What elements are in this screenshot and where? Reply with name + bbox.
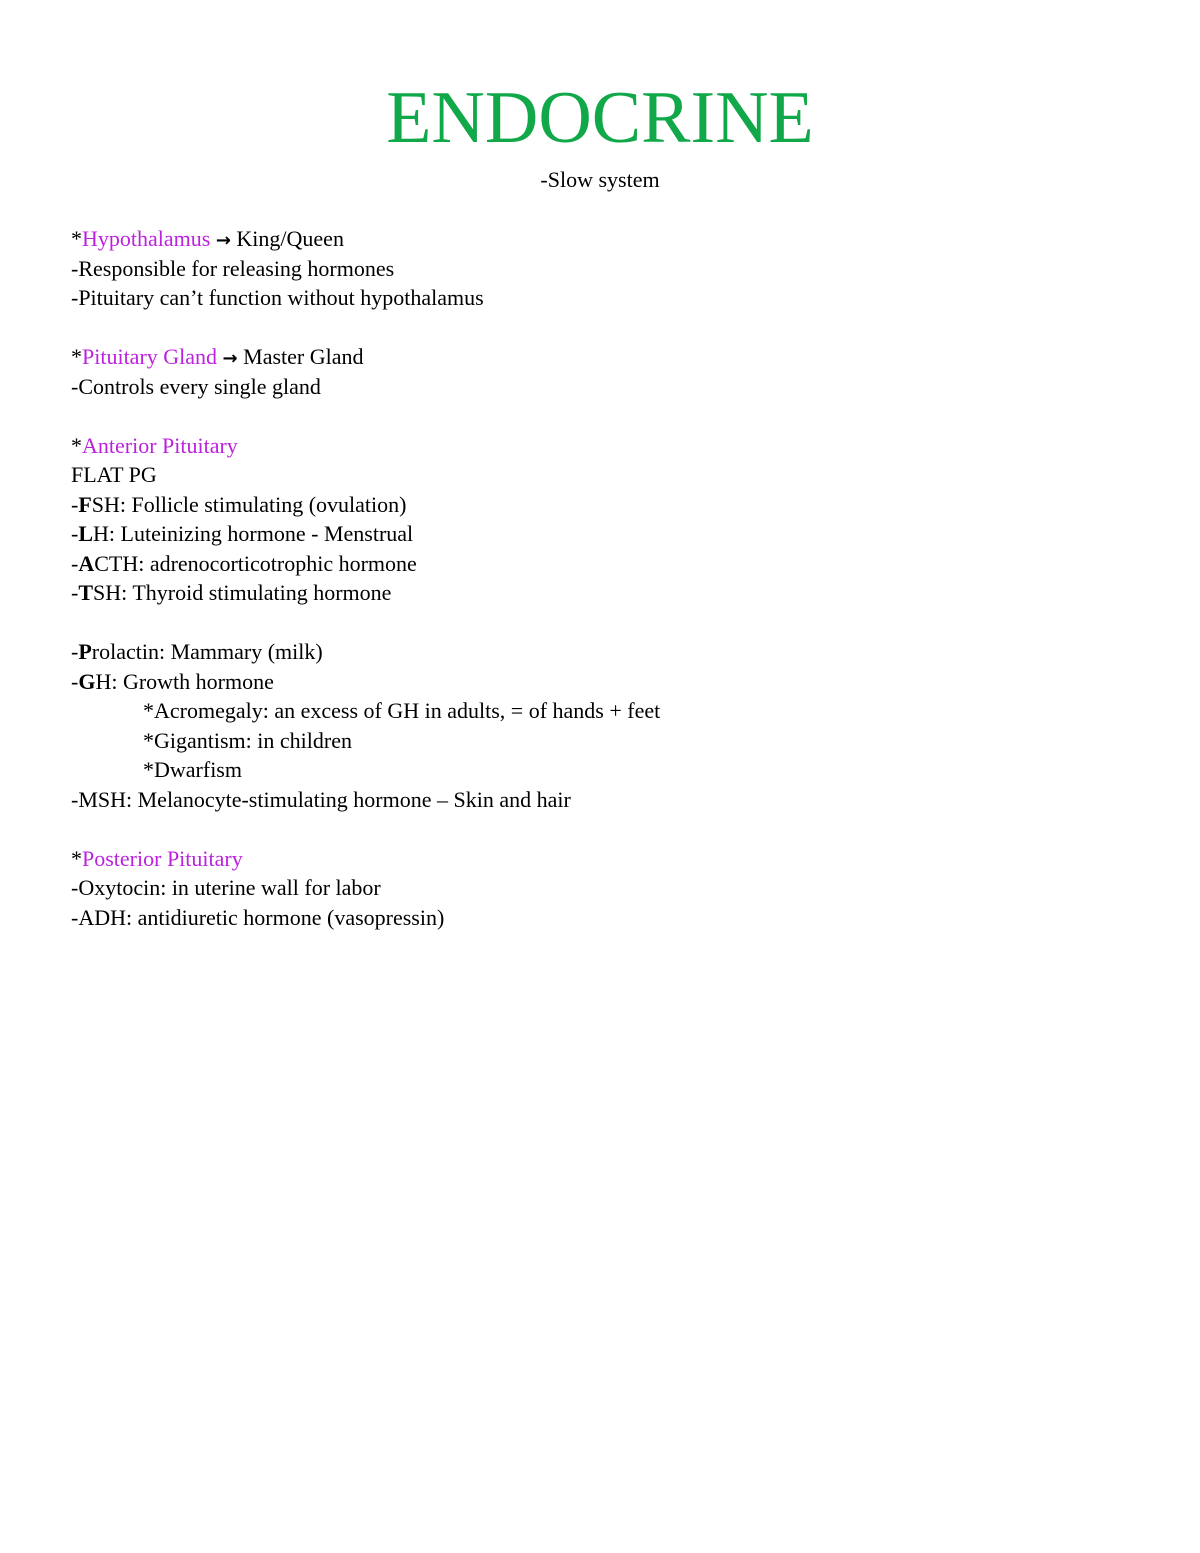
posterior-pituitary-note: -Oxytocin: in uterine wall for labor bbox=[71, 875, 381, 900]
star-marker: * bbox=[71, 226, 82, 251]
spacer bbox=[71, 814, 1151, 844]
hormone-item-gh bbox=[71, 667, 1151, 697]
hormone-text: SH: Thyroid stimulating hormone bbox=[93, 580, 392, 605]
hormone-item-msh: -MSH: Melanocyte-stimulating hormone – Skin and hair bbox=[71, 786, 571, 812]
dash: - bbox=[71, 491, 79, 517]
posterior-pituitary-note: -ADH: antidiuretic hormone (vasopressin) bbox=[71, 904, 445, 930]
mnemonic: FLAT PG bbox=[71, 462, 157, 487]
pituitary-gland-note: -Controls every single gland bbox=[71, 373, 321, 399]
hypothalamus-label: Hypothalamus bbox=[82, 226, 211, 251]
mnemonic-letter: P bbox=[78, 639, 92, 664]
hormone-item-tsh bbox=[71, 578, 1151, 608]
posterior-pituitary-heading bbox=[71, 844, 1151, 874]
hormone-text: H: Luteinizing hormone - Menstrual bbox=[93, 521, 414, 546]
mnemonic-letter: L bbox=[78, 521, 94, 546]
posterior-pituitary-label: Posterior Pituitary bbox=[82, 845, 243, 871]
dash: - bbox=[71, 668, 79, 694]
spacer bbox=[71, 401, 1151, 431]
spacer bbox=[71, 313, 1151, 343]
dash: - bbox=[71, 550, 79, 576]
hypothalamus-role: King/Queen bbox=[236, 226, 344, 251]
hypothalamus-note: -Responsible for releasing hormones bbox=[71, 255, 395, 281]
hormone-item-acth bbox=[71, 549, 1151, 579]
dash: - bbox=[71, 639, 79, 664]
mnemonic-letter: F bbox=[78, 491, 92, 517]
anterior-pituitary-heading bbox=[71, 431, 1151, 461]
pituitary-gland-label: Pituitary Gland bbox=[82, 344, 218, 369]
mnemonic-letter: T bbox=[78, 580, 94, 605]
hormone-text: SH: Follicle stimulating (ovulation) bbox=[91, 491, 407, 517]
mnemonic-letter: A bbox=[78, 550, 95, 576]
star-marker: * bbox=[71, 432, 82, 458]
arrow-right-icon: → bbox=[215, 230, 231, 251]
hormone-item-fsh bbox=[71, 490, 1151, 520]
pituitary-gland-heading bbox=[71, 342, 1151, 372]
star-marker: * bbox=[71, 845, 82, 871]
hormone-item-prolactin bbox=[71, 637, 1151, 667]
arrow-right-icon: → bbox=[222, 348, 238, 369]
pituitary-gland-role: Master Gland bbox=[243, 344, 364, 369]
hormone-text: H: Growth hormone bbox=[95, 668, 274, 694]
hormone-item-lh bbox=[71, 519, 1151, 549]
gh-note-acromegaly: *Acromegaly: an excess of GH in adults, = of hands + feet bbox=[143, 698, 661, 723]
anterior-pituitary-label: Anterior Pituitary bbox=[82, 432, 238, 458]
mnemonic-letter: G bbox=[78, 668, 96, 694]
spacer bbox=[71, 608, 1151, 638]
gh-note-dwarfism: *Dwarfism bbox=[143, 757, 242, 782]
notes-body bbox=[71, 224, 1151, 932]
hypothalamus-note: -Pituitary can’t function without hypothalamus bbox=[71, 285, 484, 310]
star-marker: * bbox=[71, 344, 82, 369]
dash: - bbox=[71, 521, 79, 546]
dash: - bbox=[71, 580, 79, 605]
page-title: ENDOCRINE bbox=[386, 77, 814, 159]
hormone-text: CTH: adrenocorticotrophic hormone bbox=[94, 550, 417, 576]
hypothalamus-heading bbox=[71, 224, 1151, 254]
hormone-text: rolactin: Mammary (milk) bbox=[91, 639, 323, 664]
page-subtitle: -Slow system bbox=[540, 167, 660, 192]
gh-note-gigantism: *Gigantism: in children bbox=[143, 727, 352, 753]
